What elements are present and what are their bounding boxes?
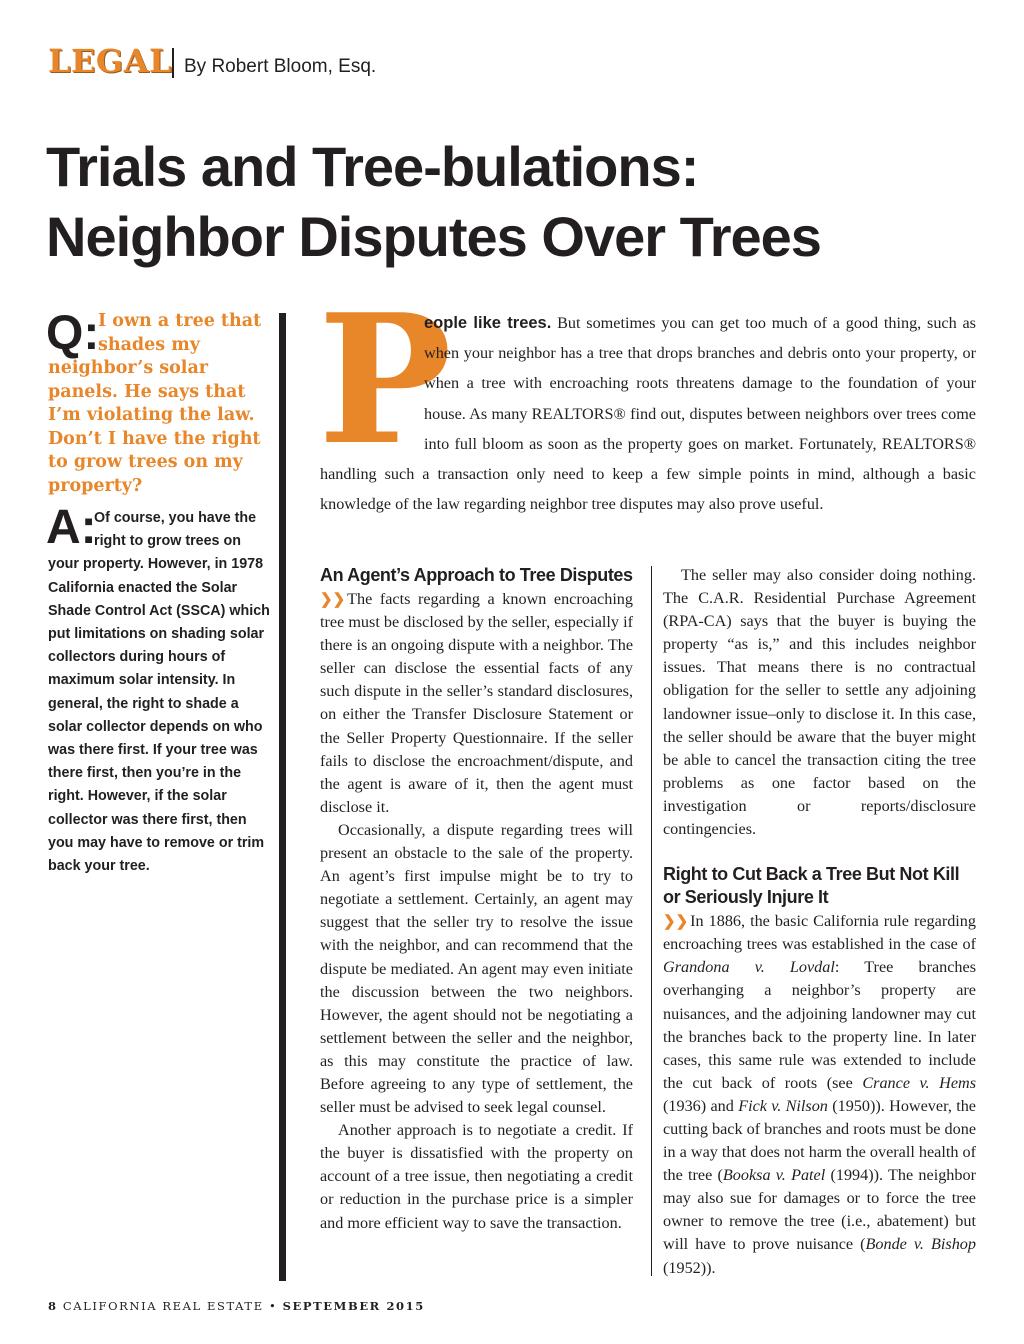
case-citation: Booksa v. Patel (722, 1166, 826, 1185)
byline: By Robert Bloom, Esq. (184, 56, 377, 77)
footer-bullet: • (268, 1299, 278, 1313)
drop-cap: P (318, 275, 452, 484)
paragraph-text: : Tree branches overhanging a neighbor’s property are nuisances, and the adjoining landowner may cut the branches back to the property line. In later cases, this same rule was extended to include the cut back of roots (see (663, 958, 976, 1092)
paragraph-text: (1952)). (663, 1258, 716, 1277)
case-citation: Grandona v. Lovdal (663, 958, 835, 977)
sidebar-rule (279, 313, 286, 1281)
question-text: I own a tree that shades my neighbor’s solar panels. He says that I’m violating the law. Don’t I have the right to grow trees on my property? (48, 311, 262, 496)
answer-label: A: (46, 501, 97, 554)
page-footer (48, 1299, 425, 1313)
title-line-2: Neighbor Disputes Over Trees (46, 205, 821, 268)
publication-name: CALIFORNIA REAL ESTATE (62, 1299, 264, 1313)
section-label: LEGAL (48, 42, 173, 80)
paragraph-text: (1950)). However, the cutting back of branches and roots must be done in a way that does not harm the overall health of the tree ( (663, 1096, 976, 1185)
paragraph-text: (1994)). The neighbor may also sue for damages or to force the tree owner to remove the tree (i.e., abatement) but will have to prove nuisance ( (663, 1166, 976, 1254)
intro-text: But sometimes you can get too much of a good thing, such as when your neighbor has a tree that drops branches and debris onto your property, or when a tree with encroaching roots threatens damage to the foundation of your house. As many REALTORS® find out, disputes between neighbors over trees come into full bloom as soon as the property goes on market. Fortunately, REALTORS® handling such a transaction only need to keep a few simple points in mind, although a basic knowledge of the law regarding neighbor tree disputes may also prove useful. (320, 314, 976, 514)
issue-date: SEPTEMBER 2015 (282, 1299, 425, 1313)
question-block (48, 310, 268, 498)
paragraph-text: The facts regarding a known encroaching tree must be disclosed by the seller, especially if there is an ongoing dispute with a neighbor. The seller can disclose the essential facts of any such dispute in the seller’s standard disclosures, on either the Transfer Disclosure Statement or the Seller Property Questionnaire. If the seller fails to disclose the encroachment/dispute, and the agent is aware of it, then the agent must disclose it. (320, 590, 633, 816)
answer-text: Of course, you have the right to grow trees on your property. However, in 1978 California enacted the Solar Shade Control Act (SSCA) which put limitations on shading solar collectors during hours of maximum solar intensity. In general, the right to shade a solar collector depends on who was there first. If your tree was there first, then you’re in the right. However, if the solar collector was there first, then you may have to remove or trim back your tree. (48, 510, 270, 875)
title-line-1: Trials and Tree-bulations: (46, 135, 699, 198)
column-divider (651, 566, 652, 1276)
paragraph (320, 588, 633, 819)
paragraph-text: (1936) and (663, 1096, 739, 1115)
article-title (46, 132, 1006, 272)
column-right (663, 564, 976, 1280)
intro-lead: eople like trees. (424, 314, 552, 332)
paragraph-text: In 1886, the basic California rule regarding encroaching trees was established in the case of (663, 912, 976, 954)
double-chevron-icon: ❯❯ (320, 591, 346, 608)
case-citation: Bonde v. Bishop (865, 1235, 976, 1254)
page-number: 8 (48, 1299, 58, 1313)
header-divider (172, 48, 174, 78)
answer-block (48, 507, 270, 878)
section-heading-agent-approach: An Agent’s Approach to Tree Disputes (320, 565, 633, 585)
case-citation: Fick v. Nilson (738, 1096, 828, 1115)
column-left (320, 564, 633, 1235)
section-heading-right-to-cut: Right to Cut Back a Tree But Not Kill or Seriously Injure It (663, 864, 960, 908)
paragraph: Another approach is to negotiate a credit. If the buyer is dissatisfied with the property on account of a tree issue, then negotiating a credit or reduction in the purchase price is a simpler and more efficient way to save the transaction. (320, 1121, 633, 1232)
paragraph: Occasionally, a dispute regarding trees will present an obstacle to the sale of the property. An agent’s first impulse might be to try to negotiate a settlement. Certainly, an agent may suggest that the seller try to resolve the issue with the neighbor, and can recommend that the dispute be mediated. An agent may even initiate the discussion between the two neighbors. However, the agent should not be negotiating a settlement between the seller and the neighbor, as this may constitute the practice of law. Before agreeing to any type of settlement, the seller must be advised to seek legal counsel. (320, 820, 633, 1117)
question-label: Q: (46, 307, 100, 360)
intro-paragraph (320, 308, 976, 519)
paragraph: The seller may also consider doing nothing. The C.A.R. Residential Purchase Agreement (RPA-CA) says that the buyer is buying the property “as is,” and this includes neighbor issues. That means there is no contractual obligation for the seller to settle any adjoining landowner issue–only to disclose it. In this case, the seller should be aware that the buyer might be able to cancel the transaction citing the tree problems as one factor based on the investigation or reports/disclosure contingencies. (663, 566, 976, 839)
double-chevron-icon: ❯❯ (663, 913, 689, 931)
case-citation: Crance v. Hems (862, 1073, 976, 1092)
paragraph (663, 910, 976, 1280)
